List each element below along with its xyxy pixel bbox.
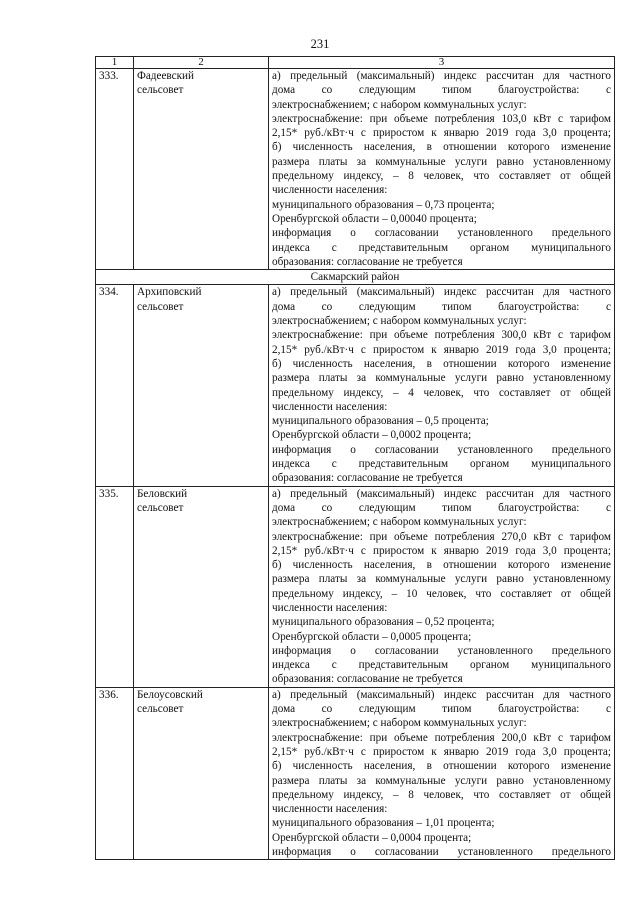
table-header-row xyxy=(96,57,615,69)
municipality-name-line: сельсовет xyxy=(137,501,184,514)
municipality-name-line: сельсовет xyxy=(137,300,184,313)
description-line: электроснабжением; с набором коммунальных услуг: xyxy=(272,315,527,328)
description-line: численности населения: xyxy=(272,803,388,816)
region-row xyxy=(96,270,615,285)
description-line: б) численность населения, в отношении которого изменение xyxy=(272,760,611,773)
description-line: информация о согласовании установленного предельного xyxy=(272,443,611,456)
municipality-name xyxy=(134,285,269,486)
description-line: электроснабжение: при объеме потребления 300,0 кВт с тарифом xyxy=(272,329,611,342)
description-line: образования: согласование не требуется xyxy=(272,673,463,686)
description-line: предельному индексу, – 8 человек, что составляет от общей xyxy=(272,170,611,183)
index-description xyxy=(269,486,615,687)
municipality-name-line: сельсовет xyxy=(137,703,184,716)
description-line: образования: согласование не требуется xyxy=(272,255,463,268)
description-line: численности населения: xyxy=(272,601,388,614)
description-line: 2,15* руб./кВт·ч с приростом к январю 2019 года 3,0 процента; xyxy=(272,127,611,140)
description-line: дома со следующим типом благоустройства: с xyxy=(272,501,611,514)
description-line: б) численность населения, в отношении которого изменение xyxy=(272,559,611,572)
description-line: индекса с представительным органом муниципального xyxy=(272,241,611,254)
column-header: 1 xyxy=(96,57,134,69)
municipality-name-line: Архиповский xyxy=(137,286,202,299)
description-line: информация о согласовании установленного предельного xyxy=(272,846,611,859)
index-description xyxy=(269,69,615,270)
column-header: 2 xyxy=(134,57,269,69)
description-line: муниципального образования – 0,73 процента; xyxy=(272,198,495,211)
row-number: 333. xyxy=(96,69,134,270)
description-line: б) численность населения, в отношении которого изменение xyxy=(272,141,611,154)
description-line: численности населения: xyxy=(272,184,388,197)
table-row xyxy=(96,687,615,860)
index-description xyxy=(269,687,615,860)
description-line: муниципального образования – 0,52 процента; xyxy=(272,616,495,629)
description-line: муниципального образования – 0,5 процента; xyxy=(272,415,489,428)
description-line: информация о согласовании установленного предельного xyxy=(272,227,611,240)
index-description xyxy=(269,285,615,486)
description-line: размера платы за коммунальные услуги равно установленному xyxy=(272,774,611,787)
description-line: электроснабжением; с набором коммунальных услуг: xyxy=(272,717,527,730)
description-line: 2,15* руб./кВт·ч с приростом к январю 2019 года 3,0 процента; xyxy=(272,544,611,557)
municipality-name-line: сельсовет xyxy=(137,84,184,97)
description-line: электроснабжением; с набором коммунальных услуг: xyxy=(272,516,527,529)
municipality-name-line: Фадеевский xyxy=(137,70,195,82)
description-line: образования: согласование не требуется xyxy=(272,472,463,485)
description-line: численности населения: xyxy=(272,400,388,413)
column-header: 3 xyxy=(269,57,615,69)
municipality-name xyxy=(134,687,269,860)
description-line: муниципального образования – 1,01 процента; xyxy=(272,817,495,830)
description-line: дома со следующим типом благоустройства: с xyxy=(272,703,611,716)
table-row xyxy=(96,285,615,486)
description-line: а) предельный (максимальный) индекс рассчитан для частного xyxy=(272,688,611,701)
row-number: 336. xyxy=(96,687,134,860)
description-line: индекса с представительным органом муниципального xyxy=(272,458,611,471)
description-line: информация о согласовании установленного предельного xyxy=(272,644,611,657)
description-line: индекса с представительным органом муниципального xyxy=(272,659,611,672)
description-line: электроснабжение: при объеме потребления 103,0 кВт с тарифом xyxy=(272,112,611,125)
municipality-name-line: Беловский xyxy=(137,487,188,500)
page-number: 231 xyxy=(310,37,330,51)
description-line: предельному индексу, – 10 человек, что составляет от общей xyxy=(272,587,611,600)
description-line: б) численность населения, в отношении которого изменение xyxy=(272,357,611,370)
description-line: Оренбургской области – 0,0004 процента; xyxy=(272,831,472,844)
region-name: Сакмарский район xyxy=(96,270,615,285)
description-line: Оренбургской области – 0,0002 процента; xyxy=(272,429,472,442)
table-row xyxy=(96,486,615,687)
row-number: 335. xyxy=(96,486,134,687)
description-line: предельному индексу, – 4 человек, что составляет от общей xyxy=(272,386,611,399)
municipality-name xyxy=(134,69,269,270)
description-line: размера платы за коммунальные услуги равно установленному xyxy=(272,573,611,586)
municipality-name-line: Белоусовский xyxy=(137,688,203,701)
description-line: размера платы за коммунальные услуги равно установленному xyxy=(272,372,611,385)
description-line: предельному индексу, – 8 человек, что составляет от общей xyxy=(272,788,611,801)
municipality-name xyxy=(134,486,269,687)
description-line: дома со следующим типом благоустройства: с xyxy=(272,300,611,313)
description-line: дома со следующим типом благоустройства: с xyxy=(272,84,611,97)
description-line: а) предельный (максимальный) индекс рассчитан для частного xyxy=(272,70,611,82)
tariff-index-table xyxy=(95,56,615,860)
description-line: электроснабжение: при объеме потребления 200,0 кВт с тарифом xyxy=(272,731,611,744)
description-line: электроснабжение: при объеме потребления 270,0 кВт с тарифом xyxy=(272,530,611,543)
description-line: 2,15* руб./кВт·ч с приростом к январю 2019 года 3,0 процента; xyxy=(272,343,611,356)
description-line: а) предельный (максимальный) индекс рассчитан для частного xyxy=(272,286,611,299)
description-line: размера платы за коммунальные услуги равно установленному xyxy=(272,155,611,168)
row-number: 334. xyxy=(96,285,134,486)
description-line: а) предельный (максимальный) индекс рассчитан для частного xyxy=(272,487,611,500)
description-line: Оренбургской области – 0,00040 процента; xyxy=(272,212,477,225)
table-row xyxy=(96,69,615,270)
description-line: 2,15* руб./кВт·ч с приростом к январю 2019 года 3,0 процента; xyxy=(272,745,611,758)
description-line: Оренбургской области – 0,0005 процента; xyxy=(272,630,472,643)
description-line: электроснабжением; с набором коммунальных услуг: xyxy=(272,98,527,111)
